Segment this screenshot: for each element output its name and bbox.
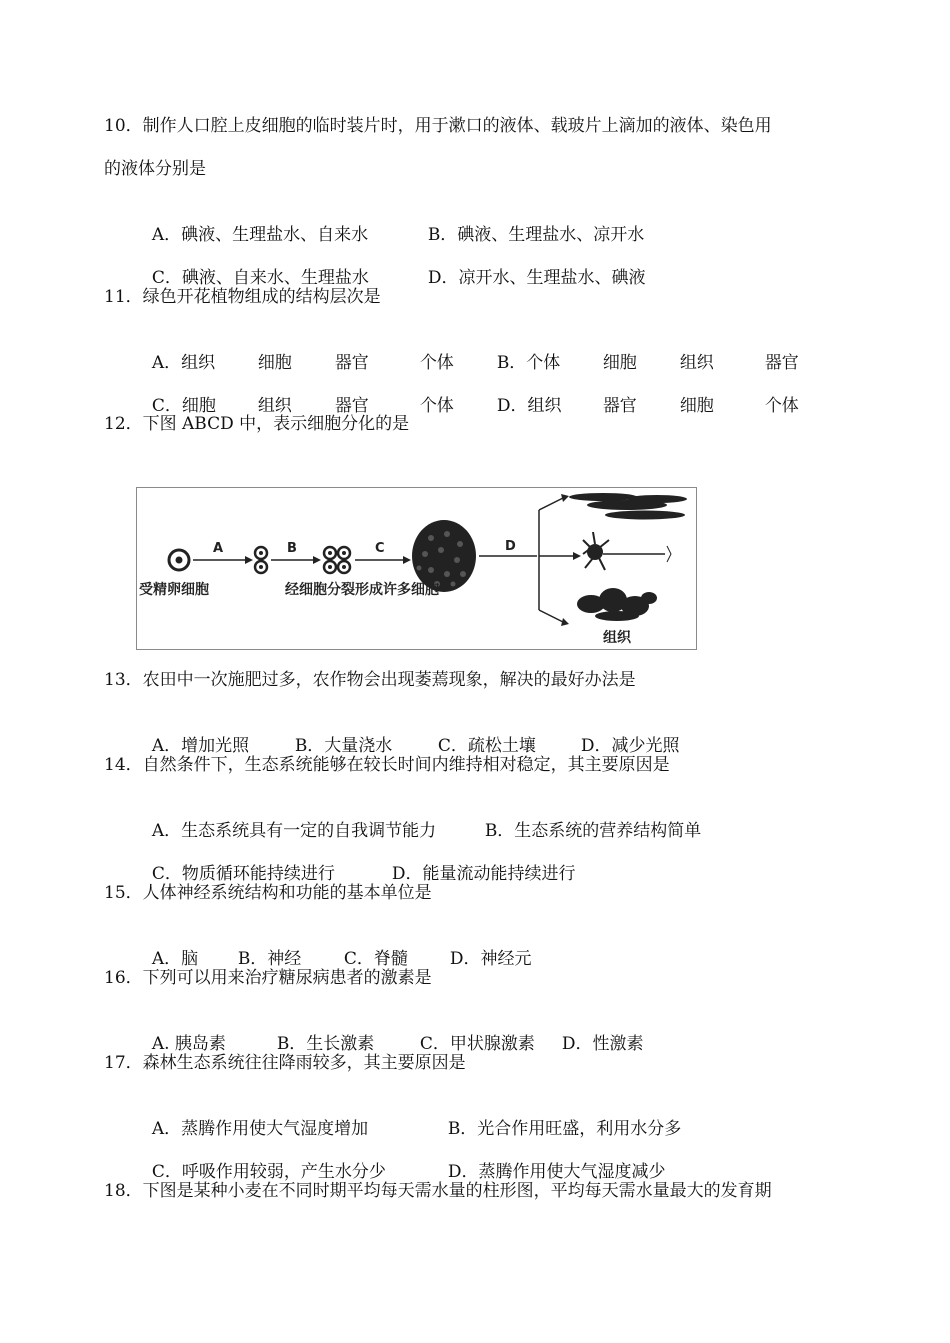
q12-stem: 12．下图 ABCD 中，表示细胞分化的是 (104, 414, 410, 434)
q11-a-4: 个体 (419, 353, 454, 373)
muscle-tissue (569, 493, 687, 520)
q15-option-c: C．脊髓 (343, 949, 408, 969)
q11-b-4: 器官 (764, 353, 799, 373)
q14-stem: 14．自然条件下，生态系统能够在较长时间内维持相对稳定，其主要原因是 (104, 755, 670, 775)
q15-option-b: B．神经 (237, 949, 302, 969)
connective-tissue (577, 588, 657, 621)
q11-c-2: 组织 (257, 396, 292, 416)
arrow-b-head (313, 556, 321, 564)
q14-options-cd (141, 838, 575, 886)
four-cell-stage (324, 547, 350, 573)
q14-option-c: C．物质循环能持续进行 (151, 864, 335, 884)
q14-options-ab (141, 795, 701, 843)
fertilized-egg-cell (169, 550, 189, 570)
q10-stem-line2: 的液体分别是 (104, 159, 206, 179)
q10-option-c: C．碘液、自来水、生理盐水 (151, 268, 369, 288)
q11-stem: 11．绿色开花植物组成的结构层次是 (104, 287, 381, 307)
q15-option-d: D．神经元 (449, 949, 532, 969)
q15-stem: 15．人体神经系统结构和功能的基本单位是 (104, 883, 432, 903)
differentiation-branches (539, 498, 575, 622)
arrow-a-label: A (213, 541, 224, 556)
q17-option-b: B．光合作用旺盛，利用水分多 (447, 1119, 682, 1139)
cell-division-label: 经细胞分裂形成许多细胞 (285, 582, 439, 598)
q16-options (141, 1008, 643, 1056)
cell-differentiation-figure (136, 487, 697, 650)
q11-d-1: D．组织 (496, 396, 562, 416)
q16-option-b: B．生长激素 (276, 1034, 375, 1054)
q17-options-cd (141, 1136, 665, 1184)
q10-option-d: D．凉开水、生理盐水、碘液 (427, 268, 646, 288)
q16-option-a: A. 胰岛素 (151, 1034, 226, 1054)
arrow-c-head (403, 556, 411, 564)
two-cell-stage (255, 547, 267, 573)
q11-a-3: 器官 (334, 353, 369, 373)
cell-differentiation-diagram (137, 488, 696, 649)
q15-option-a: A．脑 (151, 949, 199, 969)
q15-options (141, 923, 531, 971)
q11-b-1: B．个体 (496, 353, 561, 373)
arrow-a-head (245, 556, 253, 564)
q14-option-b: B．生态系统的营养结构简单 (484, 821, 702, 841)
q11-options-ab (141, 327, 799, 375)
fertilized-egg-label: 受精卵细胞 (139, 582, 209, 598)
arrow-d-label: D (505, 539, 516, 554)
q17-option-c: C．呼吸作用较弱，产生水分少 (151, 1162, 386, 1182)
q11-d-4: 个体 (764, 396, 799, 416)
q18-stem: 18．下图是某种小麦在不同时期平均每天需水量的柱形图，平均每天需水量最大的发育期 (104, 1181, 772, 1201)
q10-option-b: B．碘液、生理盐水、凉开水 (427, 225, 645, 245)
q11-c-4: 个体 (419, 396, 454, 416)
q13-option-c: C．疏松土壤 (437, 736, 536, 756)
q11-d-3: 细胞 (679, 396, 714, 416)
q14-option-a: A．生态系统具有一定的自我调节能力 (151, 821, 437, 841)
q17-option-a: A．蒸腾作用使大气湿度增加 (151, 1119, 369, 1139)
q13-option-a: A．增加光照 (151, 736, 250, 756)
q13-option-b: B．大量浇水 (294, 736, 393, 756)
q11-b-2: 细胞 (602, 353, 637, 373)
q17-options-ab (141, 1093, 681, 1141)
q13-option-d: D．减少光照 (580, 736, 680, 756)
q17-stem: 17．森林生态系统往往降雨较多，其主要原因是 (104, 1053, 466, 1073)
arrow-c-label: C (375, 541, 385, 556)
q16-stem: 16．下列可以用来治疗糖尿病患者的激素是 (104, 968, 432, 988)
q17-option-d: D．蒸腾作用使大气湿度减少 (447, 1162, 666, 1182)
q11-c-1: C．细胞 (151, 396, 216, 416)
q13-options (141, 710, 679, 758)
q10-stem-line1: 10．制作人口腔上皮细胞的临时装片时，用于漱口的液体、载玻片上滴加的液体、染色用 (104, 116, 772, 136)
q13-stem: 13．农田中一次施肥过多，农作物会出现萎蔫现象，解决的最好办法是 (104, 670, 636, 690)
q11-a-2: 细胞 (257, 353, 292, 373)
q16-option-c: C．甲状腺激素 (419, 1034, 535, 1054)
q11-c-3: 器官 (334, 396, 369, 416)
arrow-b-label: B (287, 541, 297, 556)
neuron-body (587, 544, 603, 560)
q10-options-cd (141, 242, 645, 290)
q11-b-3: 组织 (679, 353, 714, 373)
q11-a-1: A．组织 (151, 353, 216, 373)
q16-option-d: D．性激素 (561, 1034, 644, 1054)
q11-options-cd (141, 370, 799, 418)
q14-option-d: D．能量流动能持续进行 (391, 864, 576, 884)
q11-d-2: 器官 (602, 396, 637, 416)
q10-option-a: A．碘液、生理盐水、自来水 (151, 225, 369, 245)
q10-options-ab (141, 199, 644, 247)
tissue-label: 组织 (603, 630, 631, 646)
